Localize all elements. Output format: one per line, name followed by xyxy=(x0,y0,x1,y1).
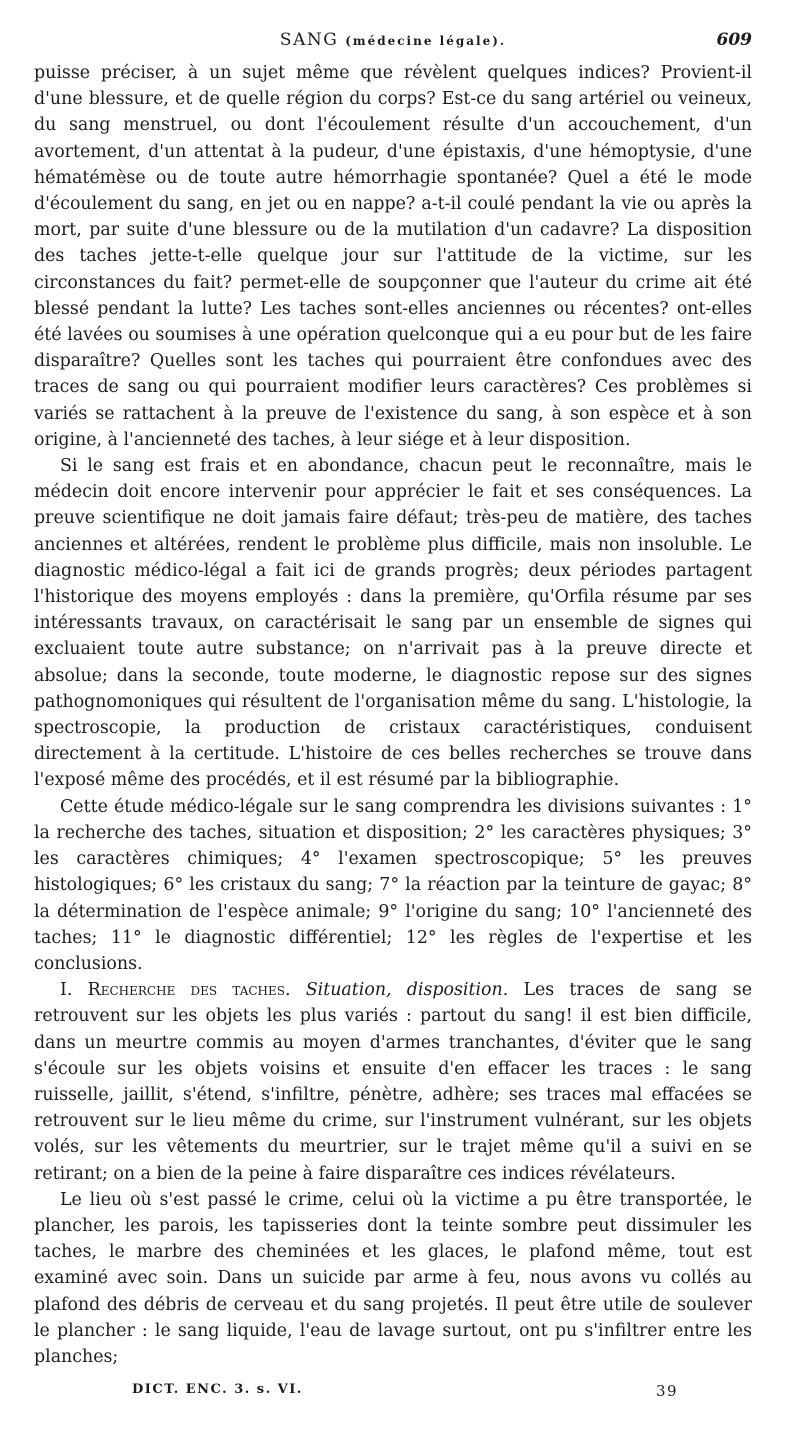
running-title-sub: (médecine légale). xyxy=(345,34,507,48)
running-header xyxy=(34,30,752,60)
section-subheading: Situation, disposition. xyxy=(305,980,509,1001)
running-title xyxy=(34,30,752,50)
paragraph-5: Le lieu où s'est passé le crime, celui où la victime a pu être transportée, le plancher, les parois, les tapisseries dont la teinte sombre peut dissimuler les taches, le marbre des cheminées et les glaces, le plafond même, tout est examiné avec soin. Dans un suicide par arme à feu, nous avons vu collés au plafond des débris de cerveau et du sang projetés. Il peut être utile de soulever le plancher : le sang liquide, l'eau de lavage surtout, ont pu s'infiltrer entre les planches; xyxy=(34,1189,752,1367)
signature-footer xyxy=(34,1382,752,1406)
running-title-main: SANG xyxy=(279,30,339,50)
page-number: 609 xyxy=(716,30,752,50)
paragraph-3: Cette étude médico-légale sur le sang comprendra les divisions suivantes : 1° la recherche des taches, situation et disposition; 2° les caractères physiques; 3° les caractères chimiques; 4° l'examen spectroscopique; 5° les preuves histologiques; 6° les cristaux du sang; 7° la réaction par la teinture de gayac; 8° la détermination de l'espèce animale; 9° l'origine du sang; 10° l'ancienneté des taches; 11° le diagnostic différentiel; 12° les règles de l'expertise et les conclusions. xyxy=(34,796,752,974)
paragraph-1: puisse préciser, à un sujet même que révèlent quelques indices? Provient-il d'une blessure, et de quelle région du corps? Est-ce du sang artériel ou veineux, du sang menstruel, ou dont l'écoulement résulte d'un accouchement, d'un avortement, d'un attentat à la pudeur, d'une épistaxis, d'une hémoptysie, d'une hématémèse ou de toute autre hémorrhagie spontanée? Quel a été le mode d'écoulement du sang, en jet ou en nappe? a-t-il coulé pendant la vie ou après la mort, par suite d'une blessure ou de la mutilation d'un cadavre? La disposition des taches jette-t-elle quelque jour sur l'attitude de la victime, sur les circonstances du fait? permet-elle de soupçonner que l'auteur du crime ait été blessé pendant la lutte? Les taches sont-elles anciennes ou récentes? ont-elles été lavées ou soumises à une opération quelconque qui a eu pour but de les faire disparaître? Quelles sont les taches qui pourraient être confondues avec des traces de sang ou qui pourraient modifier leurs caractères? Ces problèmes si variés se rattachent à la preuve de l'existence du sang, à son espèce et à son origine, à l'ancienneté des taches, à leur siége et à leur disposition. xyxy=(34,63,752,450)
signature-number: 39 xyxy=(656,1382,679,1401)
document-page xyxy=(34,30,752,1406)
printer-signature: DICT. ENC. 3. s. VI. xyxy=(132,1382,303,1398)
paragraph-4-text: Les traces de sang se retrouvent sur les objets les plus variés : partout du sang! il est bien difficile, dans un meurtre commis au moyen d'armes tranchantes, d'éviter que le sang s'écoule sur les objets voisins et ensuite d'en effacer les traces : le sang ruisselle, jaillit, s'étend, s'infiltre, pénètre, adhère; ses traces mal effacées se retrouvent sur le lieu même du crime, sur l'instrument vulnérant, sur les objets volés, sur les vêtements du meurtrier, sur le trajet même qu'il a suivi en se retirant; on a bien de la peine à faire disparaître ces indices révélateurs. xyxy=(34,980,752,1184)
section-number: I. xyxy=(60,980,73,1001)
paragraph-4 xyxy=(34,977,752,1187)
paragraph-2: Si le sang est frais et en abondance, chacun peut le reconnaître, mais le médecin doit encore intervenir pour apprécier le fait et ses conséquences. La preuve scientifique ne doit jamais faire défaut; très-peu de matière, des taches anciennes et altérées, rendent le problème plus difficile, mais non insoluble. Le diagnostic médico-légal a fait ici de grands progrès; deux périodes partagent l'historique des moyens employés : dans la première, qu'Orfila résume par ses intéressants travaux, on caractérisait le sang par un ensemble de signes qui excluaient toute autre substance; on n'arrivait pas à la preuve directe et absolue; dans la seconde, toute moderne, le diagnostic repose sur des signes pathognomoniques qui résultent de l'organisation même du sang. L'histologie, la spectroscopie, la production de cristaux caractéristiques, conduisent directement à la certitude. L'histoire de ces belles recherches se trouve dans l'exposé même des procédés, et il est résumé par la bibliographie. xyxy=(34,456,752,791)
section-heading: Recherche des taches. xyxy=(87,980,291,1001)
